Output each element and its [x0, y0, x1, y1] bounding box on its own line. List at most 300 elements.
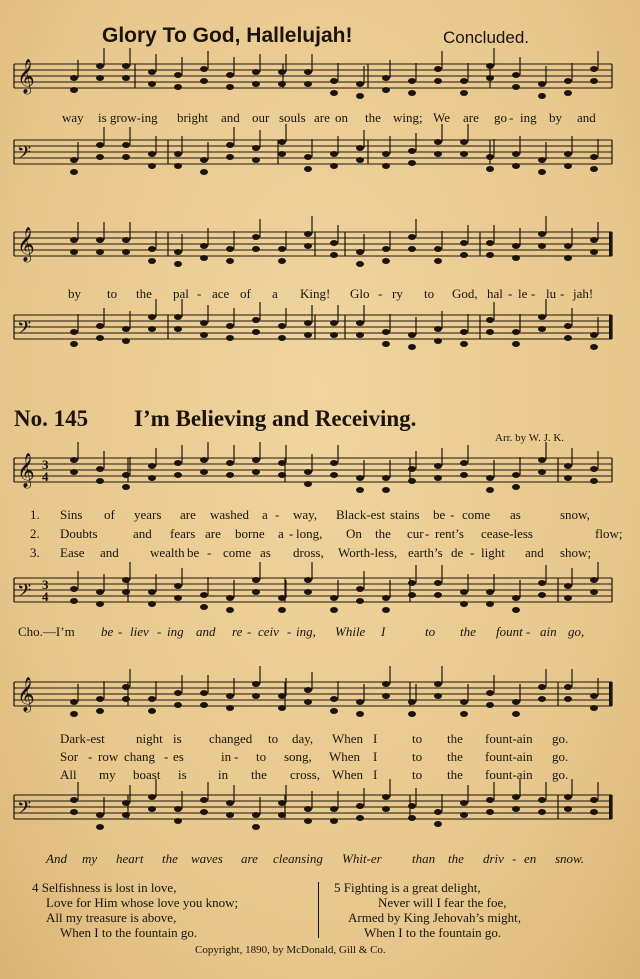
time-signature-digit: 4 — [42, 469, 49, 484]
stanza-divider — [318, 882, 319, 938]
note-head — [434, 809, 442, 815]
lyric-word: - — [197, 286, 202, 301]
note-head — [122, 589, 130, 595]
note-head — [564, 463, 572, 469]
note-head — [460, 240, 468, 246]
note-head — [408, 699, 416, 705]
note-head — [96, 249, 104, 255]
note-head — [538, 797, 546, 803]
note-head — [330, 90, 338, 96]
note-head — [252, 145, 260, 151]
note-head — [382, 341, 390, 347]
note-head — [96, 335, 104, 341]
lyric-word: Worth-less, — [338, 545, 398, 560]
note-head — [174, 84, 182, 90]
note-head — [122, 472, 130, 478]
note-head — [252, 693, 260, 699]
note-head — [252, 329, 260, 335]
lyric-word: be — [187, 545, 200, 560]
note-head — [96, 237, 104, 243]
note-head — [70, 75, 78, 81]
lyric-word: the — [375, 526, 391, 541]
lyric-word: waves — [191, 851, 223, 866]
lyric-word: night — [136, 731, 163, 746]
note-head — [226, 595, 234, 601]
note-head — [70, 169, 78, 175]
note-head — [200, 243, 208, 249]
lyric-word: ceiv — [258, 624, 279, 639]
lyric-word: fears — [170, 526, 196, 541]
lyric-word: I — [381, 624, 386, 639]
bass-clef-icon: 𝄢 — [17, 581, 32, 606]
lyric-word: wing; — [393, 110, 423, 125]
lyric-word: fount-ain — [485, 731, 533, 746]
stanza-4 — [32, 880, 238, 940]
hymn1-lyrics-line2 — [0, 286, 640, 302]
note-head — [460, 341, 468, 347]
treble-clef-icon: 𝄞 — [17, 59, 35, 94]
lyric-word: When — [332, 731, 364, 746]
note-head — [96, 708, 104, 714]
note-head — [70, 699, 78, 705]
lyric-word: 5 Fighting is a great delight, — [334, 880, 481, 895]
lyric-word: hal — [487, 286, 503, 301]
note-head — [590, 809, 598, 815]
lyric-word: as — [260, 545, 271, 560]
note-head — [564, 696, 572, 702]
lyric-word: the — [447, 749, 463, 764]
lyric-word: is grow-ing — [98, 110, 158, 125]
note-head — [486, 690, 494, 696]
lyric-word: - — [425, 526, 430, 541]
lyric-word: When I to the fountain go. — [60, 925, 198, 940]
lyric-word: of — [104, 507, 115, 522]
note-head — [460, 329, 468, 335]
lyric-word: re — [232, 624, 243, 639]
lyric-word: to — [107, 286, 118, 301]
note-head — [408, 344, 416, 350]
lyric-word: When — [332, 767, 364, 782]
note-head — [564, 794, 572, 800]
note-head — [382, 258, 390, 264]
lyric-word: rent’s — [435, 526, 464, 541]
note-head — [226, 323, 234, 329]
note-head — [590, 166, 598, 172]
hymn2-arranger: Arr. by W. J. K. — [495, 432, 565, 444]
lyric-word: Dark-est — [60, 731, 105, 746]
note-head — [70, 87, 78, 93]
note-head — [382, 693, 390, 699]
note-head — [590, 332, 598, 338]
note-head — [200, 169, 208, 175]
lyric-word: to — [412, 749, 423, 764]
note-head — [304, 589, 312, 595]
note-head — [538, 684, 546, 690]
lyric-word: ing — [520, 110, 537, 125]
lyric-word: the — [162, 851, 178, 866]
lyric-word: to — [425, 624, 436, 639]
note-head — [356, 711, 364, 717]
lyric-word: - — [164, 749, 169, 764]
verse-3 — [0, 545, 640, 561]
lyric-word: - — [531, 286, 536, 301]
lyric-word: heart — [116, 851, 144, 866]
note-head — [538, 809, 546, 815]
lyric-word: the — [447, 767, 463, 782]
lyric-word: pal — [173, 286, 189, 301]
lyric-word: earth’s — [408, 545, 443, 560]
note-head — [538, 169, 546, 175]
lyric-word: stains — [390, 507, 420, 522]
note-head — [148, 151, 156, 157]
note-head — [122, 142, 130, 148]
stanza-5 — [334, 880, 521, 940]
note-head — [538, 696, 546, 702]
note-head — [486, 487, 494, 493]
note-head — [200, 797, 208, 803]
note-head — [122, 63, 130, 69]
note-head — [252, 681, 260, 687]
lyric-word: ain — [540, 624, 557, 639]
note-head — [408, 803, 416, 809]
note-head — [304, 154, 312, 160]
note-head — [70, 469, 78, 475]
note-head — [460, 151, 468, 157]
note-head — [356, 157, 364, 163]
lyric-word: And — [46, 851, 67, 866]
note-head — [122, 800, 130, 806]
note-head — [304, 320, 312, 326]
note-head — [148, 314, 156, 320]
note-head — [174, 163, 182, 169]
note-head — [356, 93, 364, 99]
note-head — [174, 326, 182, 332]
note-head — [148, 246, 156, 252]
lyric-word: Armed by King Jehovah’s might, — [348, 910, 521, 925]
lyric-word: the — [251, 767, 267, 782]
lyric-word: lu — [546, 286, 557, 301]
note-head — [512, 806, 520, 812]
treble-clef-icon: 𝄞 — [17, 677, 35, 712]
lyric-word: - — [512, 851, 517, 866]
note-head — [174, 472, 182, 478]
lyric-word: driv — [483, 851, 504, 866]
lyric-word: go. — [552, 731, 569, 746]
refrain-3 — [0, 767, 640, 783]
note-head — [564, 595, 572, 601]
note-head — [174, 249, 182, 255]
lyric-word: Sins — [60, 507, 83, 522]
lyric-word: and — [221, 110, 240, 125]
note-head — [330, 332, 338, 338]
note-head — [226, 335, 234, 341]
lyric-word: a — [278, 526, 284, 541]
note-head — [512, 472, 520, 478]
note-head — [512, 84, 520, 90]
note-head — [148, 601, 156, 607]
lyric-word: day, — [292, 731, 314, 746]
refrain-2 — [0, 749, 640, 765]
lyric-word: es — [173, 749, 184, 764]
note-head — [200, 809, 208, 815]
lyric-word: as — [510, 507, 521, 522]
note-head — [148, 163, 156, 169]
note-head — [538, 157, 546, 163]
lyric-word: Ease — [60, 545, 85, 560]
chorus-line-2 — [0, 851, 640, 867]
note-head — [174, 72, 182, 78]
lyric-word: - — [509, 110, 514, 125]
note-head — [148, 589, 156, 595]
lyric-word: Doubts — [60, 526, 98, 541]
note-head — [96, 824, 104, 830]
note-head — [304, 243, 312, 249]
lyric-word: We — [433, 110, 450, 125]
note-head — [512, 72, 520, 78]
lyric-word: in — [221, 749, 232, 764]
note-head — [96, 812, 104, 818]
note-head — [148, 708, 156, 714]
lyric-word: - — [287, 624, 292, 639]
note-head — [382, 246, 390, 252]
note-head — [460, 699, 468, 705]
note-head — [96, 154, 104, 160]
lyric-word: are — [463, 110, 479, 125]
hymn2-number: No. 145 — [14, 406, 89, 431]
lyric-word: are — [180, 507, 196, 522]
note-head — [70, 809, 78, 815]
note-head — [148, 69, 156, 75]
lyric-word: come — [462, 507, 491, 522]
note-head — [382, 681, 390, 687]
lyric-word: When I to the fountain go. — [364, 925, 502, 940]
note-head — [538, 580, 546, 586]
note-head — [148, 326, 156, 332]
note-head — [330, 78, 338, 84]
lyric-word: row — [98, 749, 119, 764]
note-head — [70, 797, 78, 803]
note-head — [590, 249, 598, 255]
lyric-word: - — [450, 507, 455, 522]
note-head — [96, 696, 104, 702]
lyric-word: boast — [133, 767, 161, 782]
note-head — [434, 151, 442, 157]
note-head — [356, 586, 364, 592]
lyric-word: long, — [296, 526, 323, 541]
note-head — [304, 231, 312, 237]
note-head — [538, 457, 546, 463]
note-head — [252, 234, 260, 240]
lyric-word: by — [549, 110, 562, 125]
note-head — [408, 711, 416, 717]
lyric-word: Never will I fear the foe, — [378, 895, 507, 910]
note-head — [226, 246, 234, 252]
note-head — [356, 598, 364, 604]
note-head — [174, 595, 182, 601]
lyric-word: to — [412, 767, 423, 782]
note-head — [122, 696, 130, 702]
note-head — [122, 75, 130, 81]
lyric-word: cease-less — [481, 526, 533, 541]
lyric-word: Whit-er — [342, 851, 382, 866]
note-head — [460, 800, 468, 806]
lyric-word: to — [268, 731, 279, 746]
note-head — [408, 160, 416, 166]
lyric-word: - — [247, 624, 252, 639]
lyric-word: - — [560, 286, 565, 301]
note-head — [590, 66, 598, 72]
note-head — [122, 684, 130, 690]
note-head — [564, 684, 572, 690]
note-head — [590, 478, 598, 484]
lyric-word: the — [365, 110, 381, 125]
note-head — [538, 243, 546, 249]
note-head — [200, 469, 208, 475]
note-head — [70, 598, 78, 604]
note-head — [278, 258, 286, 264]
note-head — [356, 699, 364, 705]
note-head — [330, 696, 338, 702]
lyric-word: 2. — [30, 526, 40, 541]
note-head — [460, 589, 468, 595]
note-head — [512, 607, 520, 613]
lyric-word: King! — [300, 286, 331, 301]
note-head — [356, 803, 364, 809]
note-head — [512, 243, 520, 249]
note-head — [356, 145, 364, 151]
lyric-word: chang — [124, 749, 156, 764]
lyric-word: is — [173, 731, 182, 746]
note-head — [434, 258, 442, 264]
note-head — [460, 472, 468, 478]
note-head — [278, 69, 286, 75]
lyric-word: - — [118, 624, 123, 639]
note-head — [330, 240, 338, 246]
note-head — [252, 157, 260, 163]
lyric-word: cur — [407, 526, 424, 541]
lyric-word: go. — [552, 767, 569, 782]
lyric-word: snow, — [560, 507, 590, 522]
note-head — [590, 693, 598, 699]
note-head — [382, 151, 390, 157]
note-head — [356, 475, 364, 481]
lyric-word: Glo — [350, 286, 370, 301]
note-head — [226, 72, 234, 78]
note-head — [304, 818, 312, 824]
lyric-word: While — [335, 624, 366, 639]
note-head — [70, 457, 78, 463]
lyric-word: On — [346, 526, 362, 541]
note-head — [304, 806, 312, 812]
note-head — [330, 163, 338, 169]
note-head — [564, 90, 572, 96]
lyric-word: dross, — [293, 545, 324, 560]
note-head — [538, 314, 546, 320]
lyric-word: - — [378, 286, 383, 301]
note-head — [564, 323, 572, 329]
note-head — [460, 601, 468, 607]
lyric-word: Cho.—I’m — [18, 624, 75, 639]
note-head — [226, 693, 234, 699]
lyric-word: I — [373, 749, 378, 764]
note-head — [434, 246, 442, 252]
note-head — [434, 463, 442, 469]
note-head — [70, 249, 78, 255]
note-head — [538, 592, 546, 598]
note-head — [200, 78, 208, 84]
lyric-word: washed — [210, 507, 249, 522]
note-head — [330, 252, 338, 258]
note-head — [200, 157, 208, 163]
note-head — [460, 78, 468, 84]
note-head — [96, 589, 104, 595]
copyright: Copyright, 1890, by McDonald, Gill & Co. — [195, 944, 386, 956]
note-head — [434, 326, 442, 332]
lyric-word: the — [460, 624, 476, 639]
verse-1 — [0, 507, 640, 523]
note-head — [564, 163, 572, 169]
note-head — [174, 702, 182, 708]
note-head — [96, 601, 104, 607]
lyric-word: fount — [496, 624, 523, 639]
hymn1-title: Glory To God, Hallelujah! — [102, 24, 353, 47]
note-head — [148, 463, 156, 469]
note-head — [226, 812, 234, 818]
note-head — [226, 705, 234, 711]
lyric-word: - — [207, 545, 212, 560]
note-head — [96, 478, 104, 484]
note-head — [382, 475, 390, 481]
note-head — [174, 261, 182, 267]
bass-clef-icon: 𝄢 — [17, 318, 32, 343]
treble-clef-icon: 𝄞 — [17, 227, 35, 262]
note-head — [590, 705, 598, 711]
lyric-word: song, — [284, 749, 312, 764]
lyric-word: are — [241, 851, 258, 866]
note-head — [122, 154, 130, 160]
note-head — [512, 699, 520, 705]
lyric-word: be — [433, 507, 446, 522]
lyric-word: to — [424, 286, 435, 301]
lyric-word: fount-ain — [485, 749, 533, 764]
lyric-word: - — [157, 624, 162, 639]
lyric-word: go — [494, 110, 507, 125]
note-head — [382, 87, 390, 93]
note-head — [512, 255, 520, 261]
chorus-line-1 — [0, 624, 640, 640]
note-head — [226, 607, 234, 613]
note-head — [486, 252, 494, 258]
lyric-word: and — [577, 110, 596, 125]
lyric-word: God, — [452, 286, 478, 301]
note-head — [356, 487, 364, 493]
lyric-word: bright — [177, 110, 209, 125]
lyric-word: - — [289, 526, 294, 541]
note-head — [200, 320, 208, 326]
note-head — [200, 332, 208, 338]
lyric-word: of — [240, 286, 251, 301]
note-head — [174, 806, 182, 812]
note-head — [96, 63, 104, 69]
note-head — [70, 586, 78, 592]
note-head — [356, 320, 364, 326]
note-head — [96, 466, 104, 472]
note-head — [408, 78, 416, 84]
note-head — [174, 460, 182, 466]
lyric-word: are — [205, 526, 221, 541]
note-head — [434, 580, 442, 586]
note-head — [252, 317, 260, 323]
